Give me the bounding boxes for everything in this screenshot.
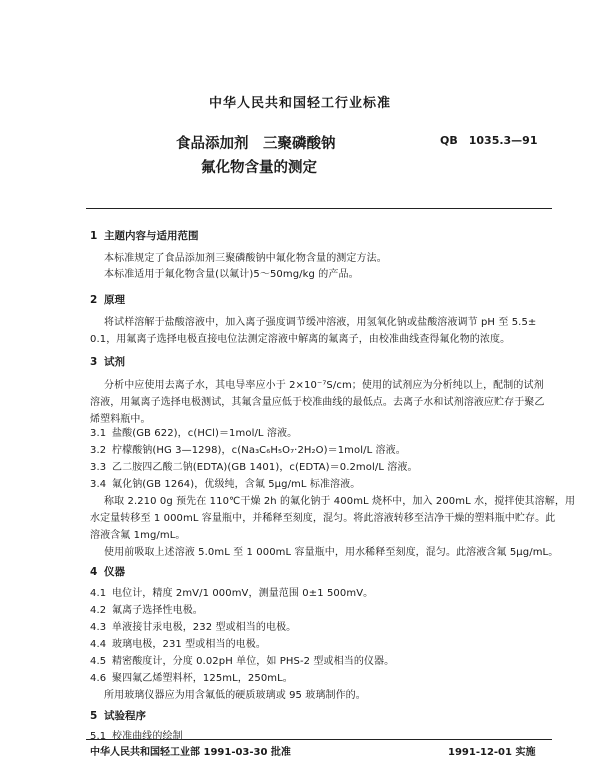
paragraph: 本标准适用于氟化物含量(以氟计)5～50mg/kg 的产品。: [104, 269, 359, 280]
item-number: 4.6: [90, 673, 107, 684]
item-text: 电位计，精度 2mV/1 000mV，测量范围 0±1 500mV。: [112, 588, 374, 599]
item-number: 4.4: [90, 639, 107, 650]
approval-date: 中华人民共和国轻工业部 1991-03-30 批准: [90, 747, 291, 758]
title-line-2: 氟化物含量的测定: [201, 160, 317, 176]
item-text: 盐酸(GB 622)，c(HCl)＝1mol/L 溶液。: [112, 428, 298, 439]
item-text: 聚四氟乙烯塑料杯，125mL，250mL。: [112, 673, 293, 684]
section-1-heading: [90, 228, 199, 243]
bottom-rule: [86, 739, 552, 740]
top-rule: [86, 208, 552, 209]
item-number: 3.2: [90, 445, 107, 456]
item-number: 4.3: [90, 622, 107, 633]
section-title: 仪器: [104, 566, 125, 578]
paragraph: 溶液含氟 1mg/mL。: [90, 530, 186, 541]
paragraph: 本标准规定了食品添加剂三聚磷酸钠中氟化物含量的测定方法。: [104, 253, 387, 264]
paragraph: 分析中应使用去离子水，其电导率应小于 2×10⁻⁷S/cm；使用的试剂应为分析纯以上，配制的试剂: [104, 380, 544, 391]
paragraph: 0.1，用氟离子选择电极直接电位法测定溶液中解离的氟离子，由校准曲线查得氟化物的浓度。: [90, 334, 511, 345]
section-title: 试验程序: [104, 710, 146, 722]
list-item: [90, 424, 297, 439]
list-item: [90, 618, 296, 633]
item-text: 校准曲线的绘制: [112, 731, 183, 742]
item-number: 3.4: [90, 479, 107, 490]
item-text: 乙二胺四乙酸二钠(EDTA)(GB 1401)，c(EDTA)＝0.2mol/L 溶液。: [112, 462, 418, 473]
paragraph: 称取 2.210 0g 预先在 110℃干燥 2h 的氟化钠于 400mL 烧杯中，加入 200mL 水，搅拌使其溶解，用: [104, 496, 576, 507]
section-title: 试剂: [104, 356, 125, 368]
item-text: 柠檬酸钠(HG 3—1298)，c(Na₃C₆H₅O₇·2H₂O)＝1mol/L 溶液。: [112, 445, 406, 456]
section-number: 1: [90, 230, 98, 242]
item-number: 3.1: [90, 428, 107, 439]
paragraph: 所用玻璃仪器应为用含氟低的硬质玻璃或 95 玻璃制作的。: [104, 690, 366, 701]
section-number: 4: [90, 566, 98, 578]
effective-date: 1991-12-01 实施: [448, 747, 536, 758]
section-title: 原理: [104, 294, 125, 306]
section-title: 主题内容与适用范围: [104, 230, 199, 242]
paragraph: 水定量转移至 1 000mL 容量瓶中，并稀释至刻度，混匀。将此溶液转移至洁净干燥的塑料瓶中贮存。此: [90, 513, 556, 524]
item-text: 玻璃电极，231 型或相当的电极。: [112, 639, 266, 650]
list-item: [90, 601, 203, 616]
item-text: 氟离子选择性电极。: [112, 605, 203, 616]
item-number: 5.1: [90, 731, 107, 742]
paragraph: 将试样溶解于盐酸溶液中，加入离子强度调节缓冲溶液，用氢氧化钠或盐酸溶液调节 pH 至 5.5±: [104, 317, 537, 328]
item-number: 3.3: [90, 462, 107, 473]
list-item: [90, 475, 360, 490]
list-item: [90, 652, 394, 667]
paragraph: 溶液，用氟离子选择电极测试，其氟含量应低于校准曲线的最低点。去离子水和试剂溶液应贮存于聚乙: [90, 397, 545, 408]
item-number: 4.2: [90, 605, 107, 616]
list-item: [90, 458, 418, 473]
section-5-heading: [90, 708, 146, 723]
list-item: [90, 669, 293, 684]
item-text: 氟化钠(GB 1264)，优级纯，含氟 5μg/mL 标准溶液。: [112, 479, 361, 490]
item-text: 精密酸度计，分度 0.02pH 单位，如 PHS-2 型或相当的仪器。: [112, 656, 395, 667]
standard-number: QB 1035.3—91: [440, 134, 538, 147]
item-text: 单液接甘汞电极，232 型或相当的电极。: [112, 622, 297, 633]
section-2-heading: [90, 292, 125, 307]
list-item: [90, 441, 406, 456]
section-number: 5: [90, 710, 98, 722]
section-number: 2: [90, 294, 98, 306]
list-item: [90, 635, 266, 650]
item-number: 4.5: [90, 656, 107, 667]
title-line-1: 食品添加剂 三聚磷酸钠: [176, 136, 336, 152]
item-number: 4.1: [90, 588, 107, 599]
section-number: 3: [90, 356, 98, 368]
issuer-header: 中华人民共和国轻工行业标准: [208, 96, 391, 111]
list-item: [90, 584, 373, 599]
paragraph: 烯塑料瓶中。: [90, 414, 151, 425]
section-4-heading: [90, 564, 125, 579]
section-3-heading: [90, 354, 125, 369]
paragraph: 使用前吸取上述溶液 5.0mL 至 1 000mL 容量瓶中，用水稀释至刻度，混匀。此溶液含氟 5μg/mL。: [104, 547, 559, 558]
